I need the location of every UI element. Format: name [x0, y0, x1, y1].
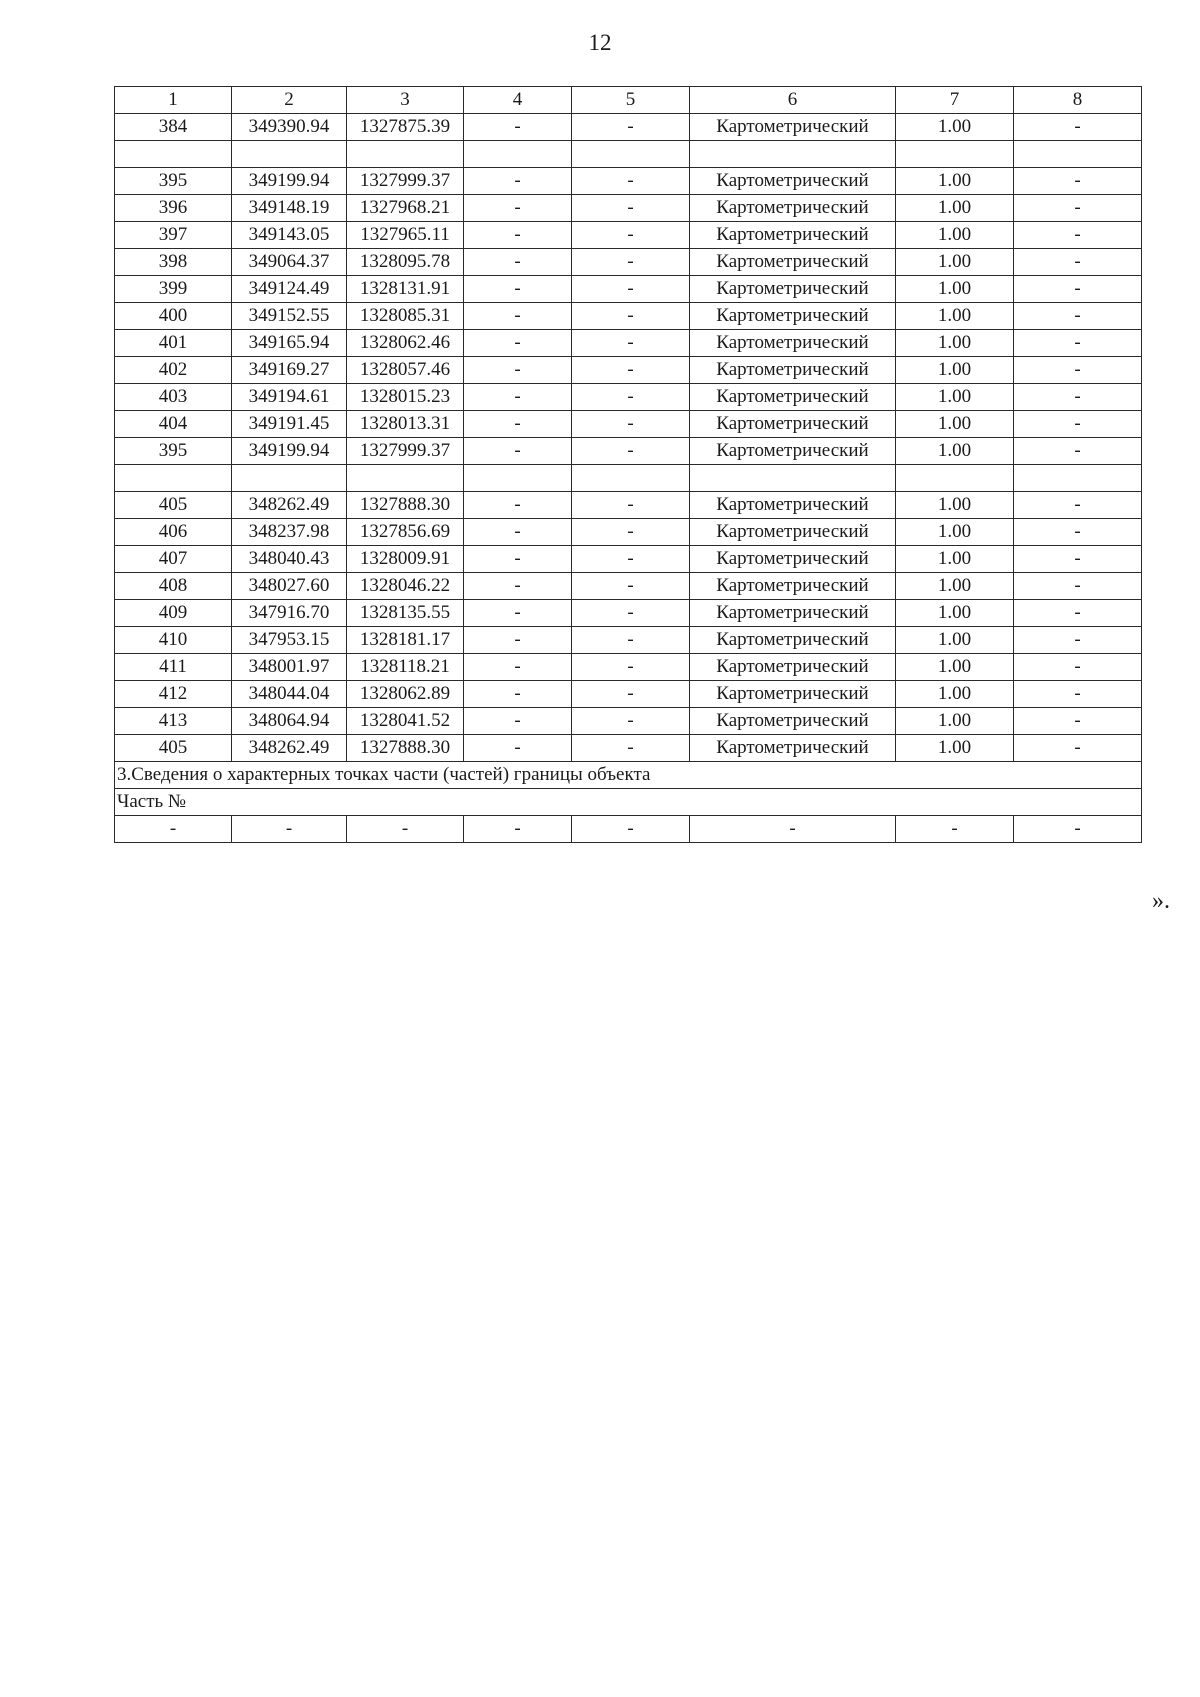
table-cell-col-3: 1327968.21: [347, 195, 464, 222]
table-cell-col-7: 1.00: [896, 330, 1014, 357]
table-cell-col-5: -: [572, 276, 690, 303]
table-header-row: [115, 87, 1142, 114]
table-cell-col-4: -: [464, 681, 572, 708]
page-number: 12: [588, 30, 612, 55]
table-row: [115, 708, 1142, 735]
table-cell-col-7: [896, 141, 1014, 168]
table-cell-col-8: 8: [1014, 87, 1142, 114]
table-row: [115, 168, 1142, 195]
table-cell-col-5: -: [572, 168, 690, 195]
table-cell-col-8: -: [1014, 681, 1142, 708]
table-final-row: [115, 816, 1142, 843]
table-row: [115, 546, 1142, 573]
table-cell-col-6: Картометрический: [690, 168, 896, 195]
table-row: [115, 276, 1142, 303]
table-row: [115, 330, 1142, 357]
table-row: [115, 141, 1142, 168]
table-cell-col-4: -: [464, 168, 572, 195]
table-cell-col-2: 349165.94: [232, 330, 347, 357]
table-cell-col-3: 1327888.30: [347, 492, 464, 519]
table-cell-col-5: -: [572, 600, 690, 627]
table-cell-col-1: [115, 141, 232, 168]
table-cell-col-6: Картометрический: [690, 330, 896, 357]
table-cell-col-7: [896, 465, 1014, 492]
table-cell-col-3: 1327888.30: [347, 735, 464, 762]
table-cell-col-1: 1: [115, 87, 232, 114]
table-cell-col-8: -: [1014, 249, 1142, 276]
section-title-row: [115, 762, 1142, 789]
table-row: [115, 681, 1142, 708]
table-cell-col-8: -: [1014, 654, 1142, 681]
table-cell-col-3: 1328181.17: [347, 627, 464, 654]
table-cell-col-3: 1328041.52: [347, 708, 464, 735]
table-cell-col-7: 1.00: [896, 681, 1014, 708]
table-cell-col-3: 1328135.55: [347, 600, 464, 627]
table-cell-col-7: 1.00: [896, 708, 1014, 735]
table-cell-col-3: 1328131.91: [347, 276, 464, 303]
table-row: [115, 519, 1142, 546]
table-cell-col-2: 348001.97: [232, 654, 347, 681]
table-cell-col-2: 349148.19: [232, 195, 347, 222]
table-cell-col-8: -: [1014, 816, 1142, 843]
table-cell-col-2: 349169.27: [232, 357, 347, 384]
table-cell-col-5: -: [572, 222, 690, 249]
table-cell-col-8: -: [1014, 384, 1142, 411]
table-row: [115, 249, 1142, 276]
table-cell-col-1: 409: [115, 600, 232, 627]
table-cell-col-8: -: [1014, 627, 1142, 654]
table-cell-col-6: Картометрический: [690, 627, 896, 654]
table-cell-col-5: -: [572, 357, 690, 384]
table-row: [115, 222, 1142, 249]
table-cell-col-7: 7: [896, 87, 1014, 114]
table-cell-col-3: [347, 465, 464, 492]
table-cell-col-1: 413: [115, 708, 232, 735]
part-label-row: [115, 789, 1142, 816]
table-cell-col-3: 1327999.37: [347, 438, 464, 465]
table-cell-col-7: 1.00: [896, 600, 1014, 627]
table-cell-col-6: Картометрический: [690, 546, 896, 573]
table-cell-col-8: -: [1014, 195, 1142, 222]
table-cell-col-2: 349143.05: [232, 222, 347, 249]
table-cell-col-5: -: [572, 384, 690, 411]
table-cell-col-6: Картометрический: [690, 708, 896, 735]
table-cell-col-6: Картометрический: [690, 114, 896, 141]
table-cell-col-4: -: [464, 654, 572, 681]
table-cell-col-4: -: [464, 411, 572, 438]
table-row: [115, 627, 1142, 654]
table-cell-col-7: -: [896, 816, 1014, 843]
table-cell-col-1: 405: [115, 735, 232, 762]
table-cell-col-8: [1014, 465, 1142, 492]
table-cell-col-5: -: [572, 573, 690, 600]
table-cell-col-4: -: [464, 357, 572, 384]
table-cell-col-6: Картометрический: [690, 276, 896, 303]
table-cell-col-4: -: [464, 249, 572, 276]
table-cell-col-7: 1.00: [896, 168, 1014, 195]
table-cell-col-7: 1.00: [896, 735, 1014, 762]
table-cell-col-1: -: [115, 816, 232, 843]
table-cell-col-5: -: [572, 411, 690, 438]
table-row: [115, 384, 1142, 411]
table-cell-col-1: 406: [115, 519, 232, 546]
table-row: [115, 492, 1142, 519]
table-cell-col-5: -: [572, 519, 690, 546]
table-cell-col-4: -: [464, 519, 572, 546]
table-cell-col-2: 349064.37: [232, 249, 347, 276]
table-cell-col-3: 1328095.78: [347, 249, 464, 276]
table-cell-col-5: -: [572, 114, 690, 141]
table-cell-col-2: 347953.15: [232, 627, 347, 654]
table-cell-col-2: 349199.94: [232, 438, 347, 465]
table-cell-col-6: Картометрический: [690, 249, 896, 276]
table-cell-col-3: 1327965.11: [347, 222, 464, 249]
section-title: 3.Сведения о характерных точках части (частей) границы объекта: [115, 762, 1142, 789]
table-cell-col-6: Картометрический: [690, 681, 896, 708]
table-cell-col-5: -: [572, 546, 690, 573]
table-cell-col-5: -: [572, 816, 690, 843]
table-cell-col-3: 1327999.37: [347, 168, 464, 195]
table-cell-col-2: 348064.94: [232, 708, 347, 735]
table-cell-col-4: [464, 465, 572, 492]
table-cell-col-8: -: [1014, 573, 1142, 600]
table-cell-col-1: 410: [115, 627, 232, 654]
table-row: [115, 438, 1142, 465]
table-cell-col-8: -: [1014, 168, 1142, 195]
table-cell-col-2: 2: [232, 87, 347, 114]
table-cell-col-7: 1.00: [896, 114, 1014, 141]
table-cell-col-8: -: [1014, 438, 1142, 465]
table-cell-col-8: -: [1014, 222, 1142, 249]
table-row: [115, 195, 1142, 222]
table-cell-col-1: 401: [115, 330, 232, 357]
table-cell-col-6: [690, 141, 896, 168]
table-cell-col-7: 1.00: [896, 411, 1014, 438]
table-cell-col-8: -: [1014, 114, 1142, 141]
table-cell-col-6: Картометрический: [690, 195, 896, 222]
table-cell-col-1: 398: [115, 249, 232, 276]
table-cell-col-5: -: [572, 654, 690, 681]
table-cell-col-4: -: [464, 735, 572, 762]
table-cell-col-2: -: [232, 816, 347, 843]
table-cell-col-2: 348027.60: [232, 573, 347, 600]
table-row: [115, 600, 1142, 627]
table-cell-col-6: Картометрический: [690, 519, 896, 546]
table-cell-col-8: -: [1014, 735, 1142, 762]
table-cell-col-3: 1328046.22: [347, 573, 464, 600]
table-cell-col-1: 405: [115, 492, 232, 519]
table-cell-col-5: -: [572, 735, 690, 762]
table-row: [115, 654, 1142, 681]
table-cell-col-6: 6: [690, 87, 896, 114]
table-cell-col-6: Картометрический: [690, 303, 896, 330]
table-cell-col-3: 1328057.46: [347, 357, 464, 384]
table-cell-col-8: -: [1014, 546, 1142, 573]
table-cell-col-4: -: [464, 627, 572, 654]
table-cell-col-3: 1328009.91: [347, 546, 464, 573]
table-row: [115, 735, 1142, 762]
table-cell-col-3: 3: [347, 87, 464, 114]
table-cell-col-1: 404: [115, 411, 232, 438]
table-cell-col-2: [232, 141, 347, 168]
table-cell-col-1: [115, 465, 232, 492]
table-cell-col-1: 408: [115, 573, 232, 600]
table-cell-col-6: Картометрический: [690, 654, 896, 681]
table-cell-col-7: 1.00: [896, 546, 1014, 573]
table-cell-col-4: [464, 141, 572, 168]
closing-quote-mark: ».: [1152, 888, 1170, 914]
table-cell-col-6: Картометрический: [690, 735, 896, 762]
table-cell-col-8: -: [1014, 276, 1142, 303]
table-cell-col-3: 1327875.39: [347, 114, 464, 141]
table-cell-col-2: 347916.70: [232, 600, 347, 627]
table-cell-col-4: -: [464, 546, 572, 573]
table-cell-col-3: 1328015.23: [347, 384, 464, 411]
table-cell-col-4: -: [464, 114, 572, 141]
table-cell-col-4: -: [464, 384, 572, 411]
table-cell-col-5: -: [572, 438, 690, 465]
table-cell-col-5: -: [572, 249, 690, 276]
table-cell-col-1: 396: [115, 195, 232, 222]
table-row: [115, 357, 1142, 384]
table-cell-col-3: 1328062.89: [347, 681, 464, 708]
table-row: [115, 465, 1142, 492]
table-cell-col-3: 1327856.69: [347, 519, 464, 546]
table-cell-col-7: 1.00: [896, 492, 1014, 519]
table-cell-col-6: Картометрический: [690, 438, 896, 465]
table-cell-col-8: -: [1014, 492, 1142, 519]
table-cell-col-7: 1.00: [896, 438, 1014, 465]
table-cell-col-1: 412: [115, 681, 232, 708]
table-cell-col-2: 348262.49: [232, 735, 347, 762]
table-cell-col-6: Картометрический: [690, 573, 896, 600]
table-cell-col-8: -: [1014, 600, 1142, 627]
table-cell-col-4: -: [464, 330, 572, 357]
table-cell-col-1: 411: [115, 654, 232, 681]
table-cell-col-2: 349191.45: [232, 411, 347, 438]
table-cell-col-5: -: [572, 303, 690, 330]
table-cell-col-1: 402: [115, 357, 232, 384]
table-cell-col-5: -: [572, 708, 690, 735]
table-cell-col-1: 384: [115, 114, 232, 141]
table-cell-col-7: 1.00: [896, 276, 1014, 303]
table-row: [115, 303, 1142, 330]
table-cell-col-7: 1.00: [896, 654, 1014, 681]
coordinates-table: [114, 86, 1142, 843]
table-cell-col-4: -: [464, 492, 572, 519]
table-cell-col-7: 1.00: [896, 627, 1014, 654]
table-cell-col-7: 1.00: [896, 195, 1014, 222]
table-cell-col-2: 349199.94: [232, 168, 347, 195]
table-cell-col-3: 1328062.46: [347, 330, 464, 357]
table-cell-col-6: Картометрический: [690, 384, 896, 411]
table-cell-col-6: Картометрический: [690, 411, 896, 438]
table-cell-col-3: -: [347, 816, 464, 843]
table-cell-col-2: 349152.55: [232, 303, 347, 330]
table-cell-col-2: 348262.49: [232, 492, 347, 519]
table-cell-col-3: [347, 141, 464, 168]
table-cell-col-8: -: [1014, 330, 1142, 357]
table-cell-col-7: 1.00: [896, 519, 1014, 546]
table-cell-col-7: 1.00: [896, 384, 1014, 411]
table-cell-col-2: 348044.04: [232, 681, 347, 708]
table-cell-col-5: [572, 141, 690, 168]
table-cell-col-3: 1328118.21: [347, 654, 464, 681]
table-cell-col-7: 1.00: [896, 573, 1014, 600]
table-cell-col-6: Картометрический: [690, 492, 896, 519]
table-cell-col-7: 1.00: [896, 303, 1014, 330]
table-cell-col-1: 395: [115, 438, 232, 465]
table-cell-col-2: 348040.43: [232, 546, 347, 573]
table-cell-col-1: 395: [115, 168, 232, 195]
table-cell-col-3: 1328013.31: [347, 411, 464, 438]
table-cell-col-1: 407: [115, 546, 232, 573]
table-cell-col-6: Картометрический: [690, 222, 896, 249]
table-cell-col-4: -: [464, 600, 572, 627]
table-cell-col-4: -: [464, 573, 572, 600]
table-cell-col-6: [690, 465, 896, 492]
table-cell-col-4: 4: [464, 87, 572, 114]
table-cell-col-2: 349124.49: [232, 276, 347, 303]
table-cell-col-8: -: [1014, 357, 1142, 384]
table-cell-col-7: 1.00: [896, 222, 1014, 249]
table-cell-col-5: [572, 465, 690, 492]
table-cell-col-7: 1.00: [896, 357, 1014, 384]
table-cell-col-1: 400: [115, 303, 232, 330]
table-cell-col-4: -: [464, 303, 572, 330]
part-label: Часть №: [115, 789, 1142, 816]
table-cell-col-4: -: [464, 276, 572, 303]
table-row: [115, 114, 1142, 141]
table-cell-col-8: -: [1014, 708, 1142, 735]
table-cell-col-8: -: [1014, 411, 1142, 438]
table-cell-col-5: -: [572, 681, 690, 708]
table-cell-col-6: -: [690, 816, 896, 843]
table-cell-col-6: Картометрический: [690, 357, 896, 384]
table-cell-col-4: -: [464, 195, 572, 222]
table-cell-col-3: 1328085.31: [347, 303, 464, 330]
table-cell-col-8: [1014, 141, 1142, 168]
table-cell-col-8: -: [1014, 519, 1142, 546]
table-cell-col-1: 399: [115, 276, 232, 303]
table-cell-col-2: 349390.94: [232, 114, 347, 141]
table-cell-col-5: -: [572, 195, 690, 222]
table-cell-col-5: -: [572, 627, 690, 654]
table-cell-col-2: [232, 465, 347, 492]
table-cell-col-8: -: [1014, 303, 1142, 330]
table-cell-col-1: 403: [115, 384, 232, 411]
table-cell-col-4: -: [464, 816, 572, 843]
table-cell-col-5: -: [572, 492, 690, 519]
table-cell-col-5: -: [572, 330, 690, 357]
table-row: [115, 573, 1142, 600]
table-cell-col-2: 348237.98: [232, 519, 347, 546]
table-cell-col-7: 1.00: [896, 249, 1014, 276]
table-cell-col-4: -: [464, 438, 572, 465]
table-row: [115, 411, 1142, 438]
table-cell-col-6: Картометрический: [690, 600, 896, 627]
table-cell-col-4: -: [464, 222, 572, 249]
table-cell-col-4: -: [464, 708, 572, 735]
table-cell-col-2: 349194.61: [232, 384, 347, 411]
table-cell-col-1: 397: [115, 222, 232, 249]
table-cell-col-5: 5: [572, 87, 690, 114]
